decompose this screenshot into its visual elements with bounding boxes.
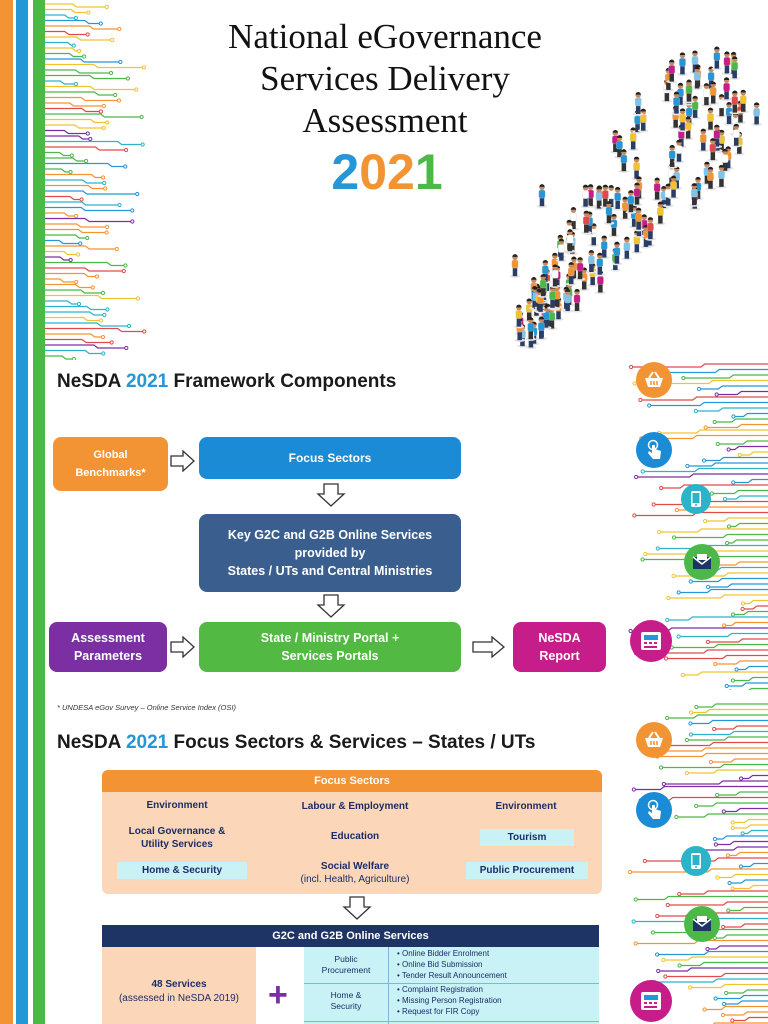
report-line2: Report [539,649,580,663]
focus-sectors-label: Focus Sectors [288,451,372,465]
category-line2: Security [330,1001,362,1011]
service-item: • Missing Person Registration [397,996,502,1005]
global-benchmarks-line2: Benchmarks* [75,467,146,479]
title-line-2: Services Delivery [260,59,510,98]
service-item: • Complaint Registration [397,985,483,994]
key-services-box [199,514,461,592]
report-line1: NeSDA [538,631,581,645]
left-stripe-orange [0,0,13,1024]
assessment-parameters-box [49,622,167,672]
category-line1: Public [334,954,358,964]
cash-register-icon [630,620,672,662]
focus-sectors-box [199,437,461,479]
framework-heading [57,371,396,393]
nesda-report-box [513,622,606,672]
touch-hand-icon [636,792,672,828]
services-count-label: 48 Services [151,979,207,990]
title-year [322,142,452,202]
year-digit-2: 0 [359,144,387,200]
plus-icon: + [268,976,288,1014]
category-line2: Procurement [321,965,371,975]
sector-social-welfare [275,860,435,886]
portal-line2: Services Portals [281,649,379,663]
sector-education: Education [330,831,380,842]
crowd-illustration [480,40,768,360]
cash-register-icon [630,980,672,1022]
sector-social-welfare-line2: (incl. Health, Agriculture) [300,874,410,885]
heading-suffix: Focus Sectors & Services – States / UTs [168,732,536,753]
focus-sectors-header: Focus Sectors [102,770,602,792]
global-benchmarks-box [53,437,168,491]
sector-social-welfare-line1: Social Welfare [320,861,390,872]
services-header: G2C and G2B Online Services [102,925,599,947]
circuit-decoration-left [45,0,155,360]
sector-environment-1: Environment [146,800,208,811]
shopping-basket-icon [636,722,672,758]
sectors-heading [57,732,535,754]
arrow-right-icon [472,636,506,658]
title-line-1: National eGovernance [228,17,542,56]
category-line1: Home & [330,990,362,1000]
sector-local-governance [112,825,242,851]
assessment-parameters-line1: Assessment [71,631,145,645]
heading-year: 2021 [125,732,169,753]
service-item: • Request for FIR Copy [397,1007,480,1016]
portal-box [199,622,461,672]
touch-hand-icon [636,432,672,468]
email-icon [684,906,720,942]
year-digit-3: 2 [387,144,415,200]
services-assessed-label: (assessed in NeSDA 2019) [118,993,240,1004]
arrow-down-icon [316,483,346,507]
key-services-line3: States / UTs and Central Ministries [227,564,433,578]
left-stripe-green [33,0,45,1024]
arrow-down-icon [342,896,372,920]
service-category-home-security [304,990,388,1012]
sector-local-governance-line1: Local Governance & [128,826,226,837]
sector-home-security: Home & Security [117,862,247,879]
portal-line1: State / Ministry Portal + [260,631,400,645]
heading-prefix: NeSDA [57,371,126,392]
email-icon [684,544,720,580]
service-item: • Online Bidder Enrolment [397,949,490,958]
service-category-procurement [304,954,388,976]
sector-labour-employment: Labour & Employment [301,801,409,812]
key-services-line1: Key G2C and G2B Online Services [227,528,433,542]
sector-tourism: Tourism [480,829,574,846]
heading-year: 2021 [125,371,169,392]
left-stripe-blue [16,0,28,1024]
shopping-basket-icon [636,362,672,398]
year-digit-4: 1 [414,144,443,200]
title-line-3: Assessment [302,101,468,140]
services-row-divider [304,1021,599,1022]
sector-local-governance-line2: Utility Services [141,839,213,850]
mobile-phone-icon [681,846,711,876]
service-item: • Online Bid Submission [397,960,483,969]
key-services-line2: provided by [294,546,366,560]
global-benchmarks-line1: Global [93,449,128,461]
arrow-down-icon [316,594,346,618]
services-count [102,978,256,1006]
heading-suffix: Framework Components [168,371,397,392]
heading-prefix: NeSDA [57,732,126,753]
arrow-right-icon [170,450,196,472]
services-divider [388,947,389,1024]
mobile-phone-icon [681,484,711,514]
assessment-parameters-line2: Parameters [73,649,143,663]
year-digit-1: 2 [331,144,360,200]
arrow-right-icon [170,636,196,658]
service-item: • Tender Result Announcement [397,971,507,980]
sector-public-procurement: Public Procurement [466,862,588,879]
sector-environment-2: Environment [495,801,557,812]
footnote: * UNDESA eGov Survey – Online Service Index (OSI) [57,703,236,712]
